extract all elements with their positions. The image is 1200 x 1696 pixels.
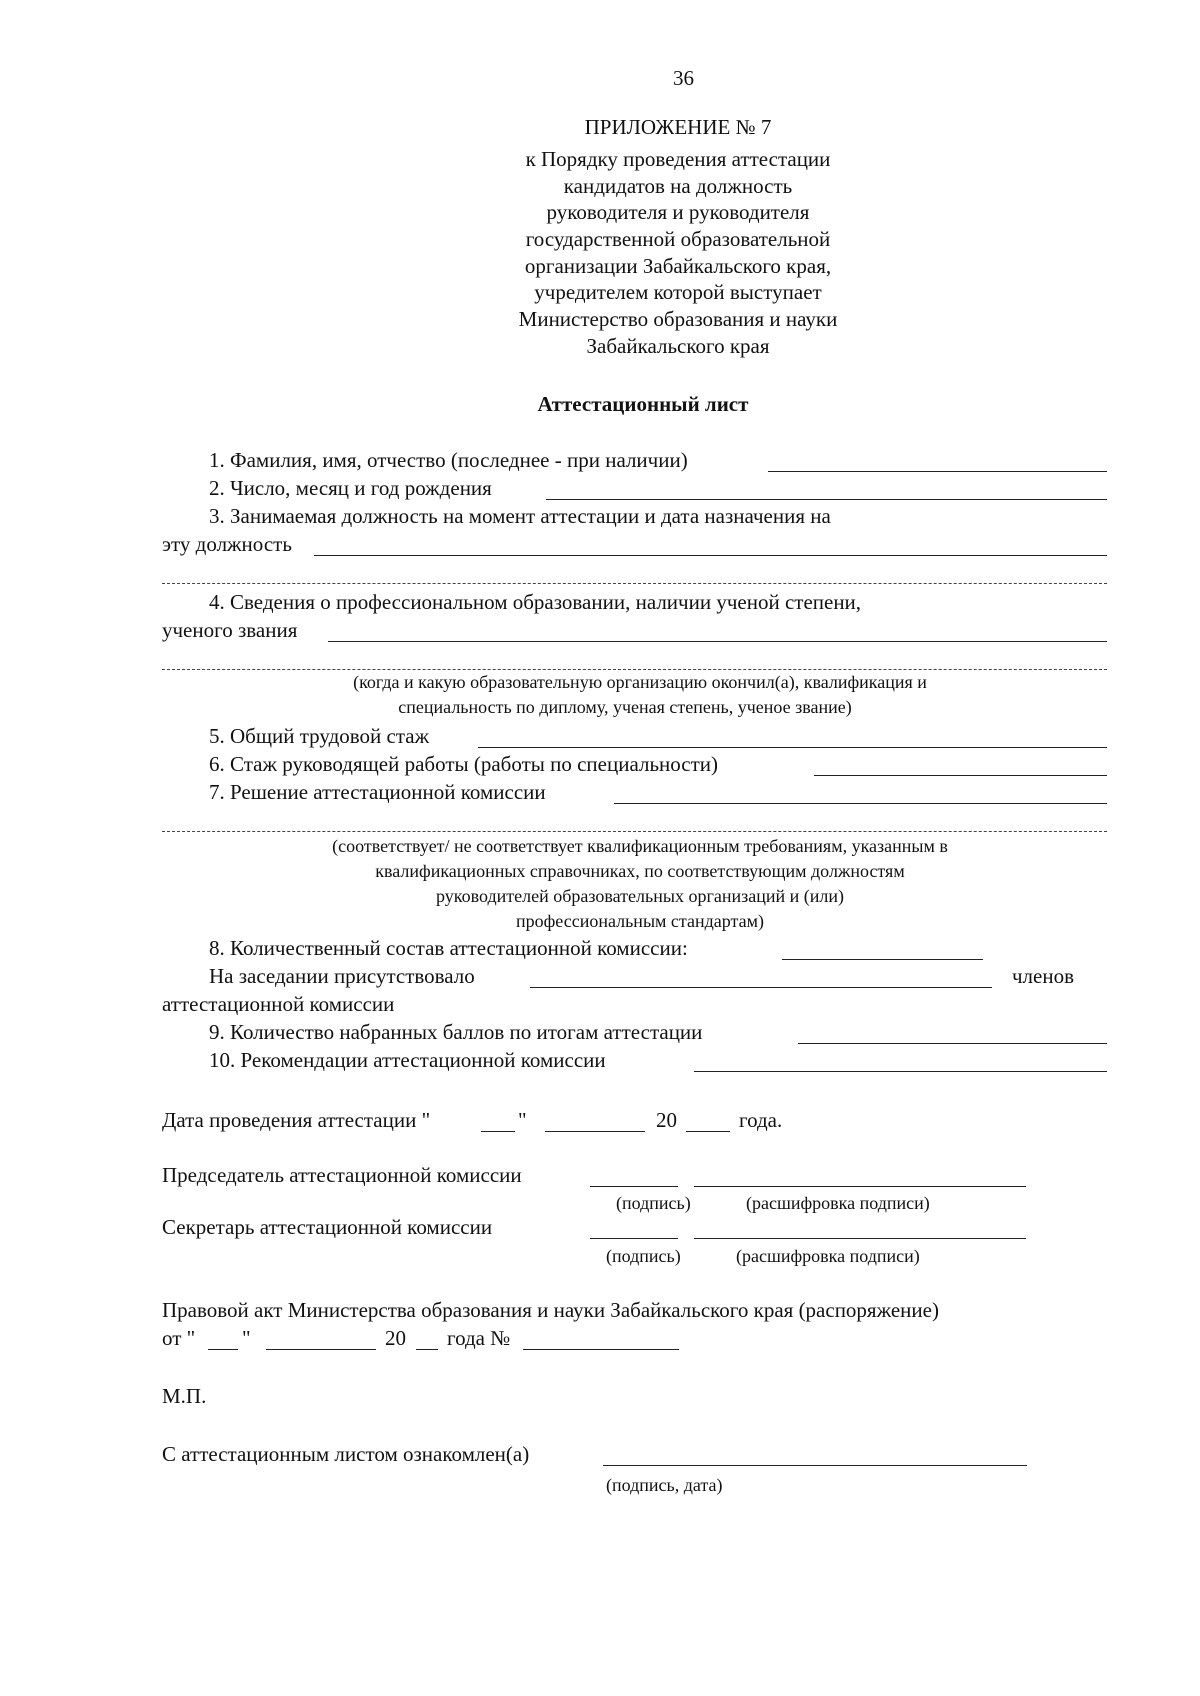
secretary-decoding-field[interactable] — [694, 1238, 1026, 1239]
item-commission-decision: 7. Решение аттестационной комиссии — [209, 780, 546, 804]
position-field-extra[interactable] — [162, 583, 1107, 584]
date-year-prefix: 20 — [656, 1108, 677, 1132]
commission-decision-field-extra[interactable] — [162, 831, 1107, 832]
item-total-experience: 5. Общий трудовой стаж — [209, 724, 430, 748]
item-education-cont: ученого звания — [162, 618, 298, 642]
appendix-line: кандидатов на должность — [563, 173, 793, 198]
item-position: 3. Занимаемая должность на момент аттестации и дата назначения на — [209, 504, 831, 528]
legal-act-month-field[interactable] — [266, 1349, 376, 1350]
date-day-field[interactable] — [481, 1131, 515, 1132]
appendix-title: ПРИЛОЖЕНИЕ № 7 — [584, 115, 772, 139]
date-year-field[interactable] — [686, 1131, 730, 1132]
legal-act-day-field[interactable] — [208, 1349, 238, 1350]
form-heading: Аттестационный лист — [537, 392, 749, 416]
secretary-signature-hint: (подпись) — [606, 1246, 681, 1266]
date-label: Дата проведения аттестации " — [162, 1108, 431, 1132]
legal-act-number-field[interactable] — [523, 1349, 679, 1350]
item-position-cont: эту должность — [162, 532, 292, 556]
item-score: 9. Количество набранных баллов по итогам аттестации — [209, 1020, 703, 1044]
legal-act-year-prefix: 20 — [385, 1326, 406, 1350]
acknowledged-field[interactable] — [603, 1465, 1027, 1466]
position-field[interactable] — [314, 555, 1107, 556]
appendix-line: руководителя и руководителя — [546, 200, 810, 225]
present-count-field[interactable] — [530, 987, 992, 988]
acknowledged-label: С аттестационным листом ознакомлен(а) — [162, 1442, 530, 1466]
education-field-extra[interactable] — [162, 669, 1107, 670]
appendix-line: Забайкальского края — [586, 333, 770, 358]
chair-signature-field[interactable] — [590, 1186, 678, 1187]
decision-note: руководителей образовательных организаций и (или) — [436, 886, 844, 906]
commission-decision-field[interactable] — [614, 803, 1107, 804]
legal-act-quote: " — [242, 1326, 251, 1350]
chair-decoding-hint: (расшифровка подписи) — [746, 1193, 930, 1213]
appendix-line: к Порядку проведения аттестации — [525, 147, 831, 171]
item-full-name: 1. Фамилия, имя, отчество (последнее - при наличии) — [209, 448, 688, 472]
appendix-line: Министерство образования и науки — [518, 306, 838, 331]
present-commission-label: аттестационной комиссии — [162, 992, 395, 1016]
legal-act-year-suffix: года № — [447, 1326, 511, 1350]
education-field[interactable] — [328, 641, 1107, 642]
legal-act-year-field[interactable] — [416, 1349, 438, 1350]
legal-act-from: от " — [162, 1326, 196, 1350]
secretary-label: Секретарь аттестационной комиссии — [162, 1215, 493, 1239]
page-number: 36 — [673, 66, 694, 90]
total-experience-field[interactable] — [478, 747, 1107, 748]
present-label: На заседании присутствовало — [209, 964, 475, 988]
item-education: 4. Сведения о профессиональном образовании, наличии ученой степени, — [209, 590, 862, 614]
item-management-experience: 6. Стаж руководящей работы (работы по специальности) — [209, 752, 719, 776]
chair-decoding-field[interactable] — [694, 1186, 1026, 1187]
education-note: (когда и какую образовательную организацию окончил(а), квалификация и — [353, 672, 927, 692]
chair-signature-hint: (подпись) — [616, 1193, 691, 1213]
full-name-field[interactable] — [768, 471, 1107, 472]
chair-label: Председатель аттестационной комиссии — [162, 1163, 522, 1187]
decision-note: (соответствует/ не соответствует квалификационным требованиям, указанным в — [332, 836, 948, 856]
item-birth-date: 2. Число, месяц и год рождения — [209, 476, 492, 500]
decision-note: квалификационных справочниках, по соответствующим должностям — [375, 861, 905, 881]
date-year-suffix: года. — [739, 1108, 783, 1132]
legal-act-label: Правовой акт Министерства образования и науки Забайкальского края (распоряжение) — [162, 1298, 939, 1322]
item-recommendations: 10. Рекомендации аттестационной комиссии — [209, 1048, 606, 1072]
appendix-line: государственной образовательной — [525, 226, 831, 251]
education-note: специальность по диплому, ученая степень, ученое звание) — [398, 697, 852, 717]
secretary-decoding-hint: (расшифровка подписи) — [736, 1246, 920, 1266]
birth-date-field[interactable] — [546, 499, 1107, 500]
commission-size-field[interactable] — [782, 959, 983, 960]
appendix-description — [468, 146, 888, 359]
item-commission-size: 8. Количественный состав аттестационной комиссии: — [209, 936, 688, 960]
management-experience-field[interactable] — [814, 775, 1107, 776]
appendix-line: учредителем которой выступает — [534, 280, 822, 305]
present-members-label: членов — [1012, 964, 1075, 988]
secretary-signature-field[interactable] — [590, 1238, 678, 1239]
acknowledged-hint: (подпись, дата) — [606, 1475, 723, 1495]
recommendations-field[interactable] — [694, 1071, 1107, 1072]
score-field[interactable] — [798, 1043, 1107, 1044]
date-quote: " — [518, 1108, 527, 1132]
decision-note: профессиональным стандартам) — [515, 911, 765, 931]
stamp-place: М.П. — [162, 1384, 207, 1408]
date-month-field[interactable] — [545, 1131, 645, 1132]
appendix-line: организации Забайкальского края, — [524, 253, 832, 278]
